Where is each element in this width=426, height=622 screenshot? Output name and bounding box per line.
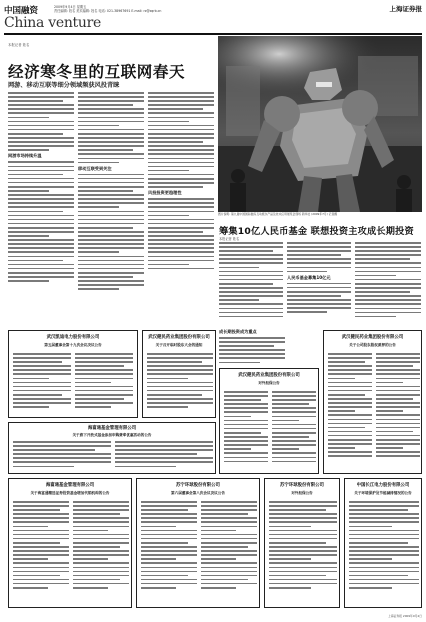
- editor-info: 责任编辑: 姓名 美术编辑: 姓名 电话: 021-38967691 E-mail: rz@zqrb.cn: [54, 9, 162, 13]
- notice-box-1: [8, 330, 138, 418]
- lead-column-2: [78, 92, 144, 328]
- notice-9-company: 中国长江电力股份有限公司: [356, 483, 410, 488]
- feature-subhead-2: 成长期投资成为重点: [219, 329, 257, 334]
- notice-7-company: 苏宁环球股份有限公司: [176, 483, 220, 488]
- lead-subhead-3: 风投投资更趋理性: [148, 190, 182, 196]
- notice-3-company: 武汉健民药业集团股份有限公司: [238, 373, 300, 378]
- notice-4-title: 关于公司股东股权质押的公告: [349, 343, 396, 347]
- lead-subhead-2: 移动互联受到关注: [78, 165, 112, 171]
- feature-headline: 筹集10亿人民币基金 联想投资主攻成长期投资: [219, 226, 414, 237]
- feature-column-4: [219, 328, 285, 366]
- issue-date: 2009年9月4日 星期五: [54, 5, 87, 9]
- newspaper-logo: 上海证券报: [389, 5, 422, 13]
- feature-column-1: [219, 242, 283, 328]
- notice-5-company: 海富通基金管理有限公司: [87, 426, 137, 431]
- notice-3-title: 对外担保公告: [258, 381, 280, 385]
- lead-byline: 本报记者 姓名: [8, 43, 30, 47]
- masthead: [4, 3, 422, 33]
- notice-box-7: [136, 478, 260, 608]
- photo-caption: 图片说明: 第九届中国国际数码互动娱乐产品及技术应用展览会现场 新华社 (2009年7月) 记者摄: [218, 212, 338, 216]
- notice-8-title: 对外担保公告: [291, 491, 313, 495]
- notice-box-2: [142, 330, 216, 418]
- notice-box-9: [344, 478, 422, 608]
- notice-1-company: 武汉凯迪电力股份有限公司: [46, 335, 100, 340]
- section-name: 中国融资: [4, 6, 39, 16]
- notice-box-4: [323, 330, 422, 474]
- feature-byline: 本报记者 姓名: [219, 237, 240, 241]
- notice-box-3: [219, 368, 319, 474]
- lead-column-1: [8, 92, 74, 328]
- issue-meta: [54, 5, 161, 13]
- notice-4-company: 武汉健民药业集团股份有限公司: [341, 335, 404, 340]
- notice-9-title: 关于环境保护及节能减排情况的公告: [354, 491, 412, 495]
- news-photo: [218, 36, 422, 212]
- lead-column-3: [148, 92, 214, 328]
- notice-box-6: [8, 478, 132, 608]
- masthead-rule: [4, 33, 422, 35]
- notice-8-company: 苏宁环球股份有限公司: [280, 483, 324, 488]
- notice-6-company: 海富通基金管理有限公司: [45, 483, 95, 488]
- notice-7-title: 第六届董事会第八次会议决议公告: [171, 491, 225, 495]
- page-footer: 上海证券报 2009年9月4日: [388, 614, 422, 618]
- notice-6-title: 关于海富通精选证券投资基金增加代销机构的公告: [30, 491, 110, 495]
- notice-1-title: 第五届董事会第十九次会议决议公告: [44, 343, 102, 347]
- feature-column-2: [287, 242, 351, 328]
- notice-box-5: [8, 422, 216, 474]
- lead-headline: 经济寒冬里的互联网春天: [8, 63, 186, 81]
- lead-subheadline: 网游、移动互联等细分领域频获风投青睐: [8, 82, 120, 89]
- section-english-title: China venture: [4, 15, 101, 31]
- feature-column-3: [355, 242, 421, 328]
- feature-subhead-1: 人民币基金募集10亿元: [287, 274, 331, 280]
- lead-subhead-1: 网游市场持续升温: [8, 153, 42, 159]
- notice-box-8: [264, 478, 340, 608]
- photo-robot-figure: [218, 36, 422, 212]
- notice-2-title: 关于召开临时股东大会的通知: [155, 343, 203, 347]
- notice-2-company: 武汉健民药业集团股份有限公司: [148, 335, 210, 340]
- notice-5-title: 关于旗下开放式基金参加申购费率优惠活动的公告: [72, 433, 152, 437]
